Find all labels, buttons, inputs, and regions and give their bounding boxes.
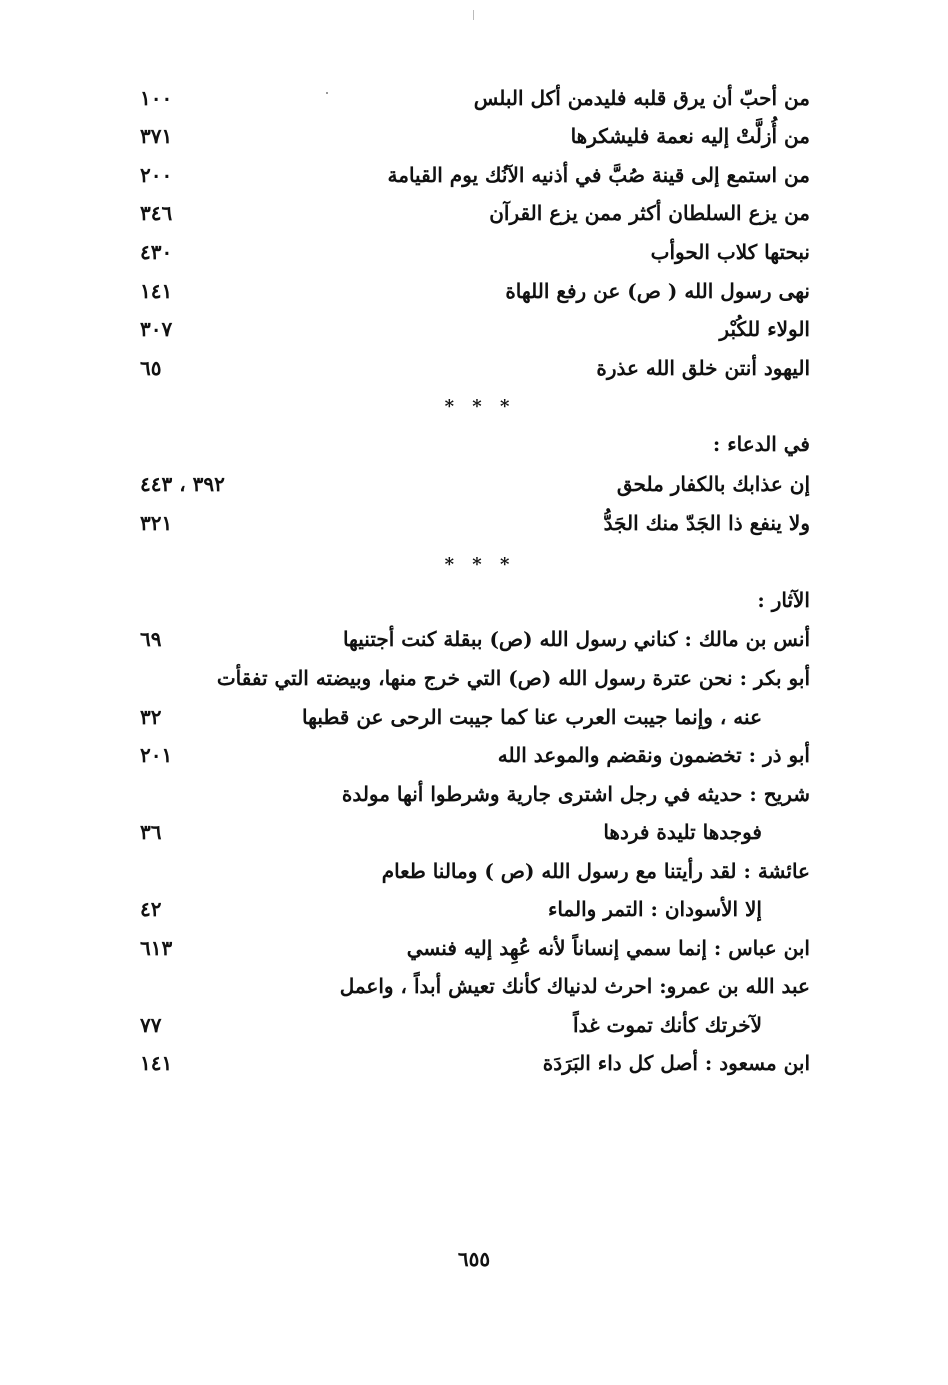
section-separator: * * * xyxy=(444,396,516,417)
index-entry xyxy=(140,466,810,502)
index-entry xyxy=(140,737,810,773)
entry-page-number: ٤٢ xyxy=(140,897,162,921)
entry-text: من أُزلَّتْ إليه نعمة فليشكرها xyxy=(570,124,810,148)
entry-page-number: ٣٧١ xyxy=(140,124,173,148)
entry-text: أبو بكر : نحن عترة رسول الله (ص) التي خرج منها، وبيضته التي تفقأت xyxy=(216,666,810,690)
entry-text: إلا الأسودان : التمر والماء xyxy=(547,897,762,921)
entry-text: نبحتها كلاب الحوأب xyxy=(650,240,810,264)
entry-text: عائشة : لقد رأيتنا مع رسول الله (ص ) ومالنا طعام xyxy=(381,859,810,883)
index-entry xyxy=(140,814,810,850)
index-entry xyxy=(140,80,810,116)
entry-page-number: ٣٠٧ xyxy=(140,317,173,341)
entry-page-number: ٢٠٠ xyxy=(140,163,173,187)
entry-page-number: ٣٩٢ ، ٤٤٣ xyxy=(140,472,225,496)
index-entry xyxy=(140,853,810,889)
index-entry xyxy=(140,776,810,812)
entry-text: لآخرتك كأنك تموت غداً xyxy=(573,1013,762,1037)
index-entry xyxy=(140,234,810,270)
dua-heading: في الدعاء : xyxy=(712,432,810,456)
index-entry xyxy=(140,699,810,735)
index-entry xyxy=(140,118,810,154)
page-number: ٦٥٥ xyxy=(457,1247,491,1271)
entry-page-number: ١٤١ xyxy=(140,1051,173,1075)
athar-heading: الآثار : xyxy=(757,588,810,612)
entry-text: فوجدها تليدة فردها xyxy=(603,820,762,844)
index-entry xyxy=(140,157,810,193)
entry-page-number: ١٤١ xyxy=(140,279,173,303)
index-entry xyxy=(140,505,810,541)
index-entry xyxy=(140,1045,810,1081)
index-entry xyxy=(140,195,810,231)
entry-page-number: ٣٤٦ xyxy=(140,201,173,225)
entry-page-number: ٤٣٠ xyxy=(140,240,173,264)
entry-text: عنه ، وإنما جيبت العرب عنا كما جيبت الرحى عن قطبها xyxy=(302,705,762,729)
index-entry xyxy=(140,621,810,657)
entry-text: أنس بن مالك : كناني رسول الله (ص) ببقلة كنت أجتنيها xyxy=(342,627,810,651)
entry-text: شريح : حديثه في رجل اشترى جارية وشرطوا أنها مولدة xyxy=(341,782,810,806)
entry-text: ابن عباس : إنما سمي إنساناً لأنه عُهِد إليه فنسي xyxy=(406,936,810,960)
entry-page-number: ٣٢ xyxy=(140,705,162,729)
entry-text: اليهود أنتن خلق الله عذرة xyxy=(596,356,810,380)
section-separator-2: * * * xyxy=(444,554,516,575)
index-entry xyxy=(140,660,810,696)
entry-text: الولاء للكُبْر xyxy=(719,317,810,341)
entry-text: نهى رسول الله ( ص) عن رفع اللهاة xyxy=(505,279,810,303)
entry-page-number: ٧٧ xyxy=(140,1013,162,1037)
entry-page-number: ١٠٠ xyxy=(140,86,173,110)
index-entry xyxy=(140,273,810,309)
entry-page-number: ٣٦ xyxy=(140,820,162,844)
entry-page-number: ٦٩ xyxy=(140,627,162,651)
entry-text: أبو ذر : تخضمون ونقضم والموعد الله xyxy=(497,743,810,767)
entry-page-number: ٢٠١ xyxy=(140,743,173,767)
index-entry xyxy=(140,968,810,1004)
index-entry xyxy=(140,930,810,966)
entry-text: ولا ينفع ذا الجَدّ منك الجَدُّ xyxy=(603,511,810,535)
entry-text: عبد الله بن عمرو: احرث لدنياك كأنك تعيش أبداً ، واعمل xyxy=(339,974,810,998)
entry-text: ابن مسعود : أصل كل داء البَرَدَة xyxy=(542,1051,810,1075)
index-entry xyxy=(140,350,810,386)
entry-page-number: ٦٥ xyxy=(140,356,162,380)
entry-text: إن عذابك بالكفار ملحق xyxy=(616,472,810,496)
index-entry xyxy=(140,311,810,347)
entry-page-number: ٦١٣ xyxy=(140,936,173,960)
entry-text: من أحبّ أن يرق قلبه فليدمن أكل البلس xyxy=(473,86,810,110)
entry-text: من استمع إلى قينة صُبَّ في أذنيه الآنُك يوم القيامة xyxy=(387,163,810,187)
entry-text: من يزع السلطان أكثر ممن يزع القرآن xyxy=(489,201,810,225)
scan-mark xyxy=(473,10,474,20)
entry-page-number: ٣٢١ xyxy=(140,511,173,535)
index-entry xyxy=(140,891,810,927)
index-entry xyxy=(140,1007,810,1043)
